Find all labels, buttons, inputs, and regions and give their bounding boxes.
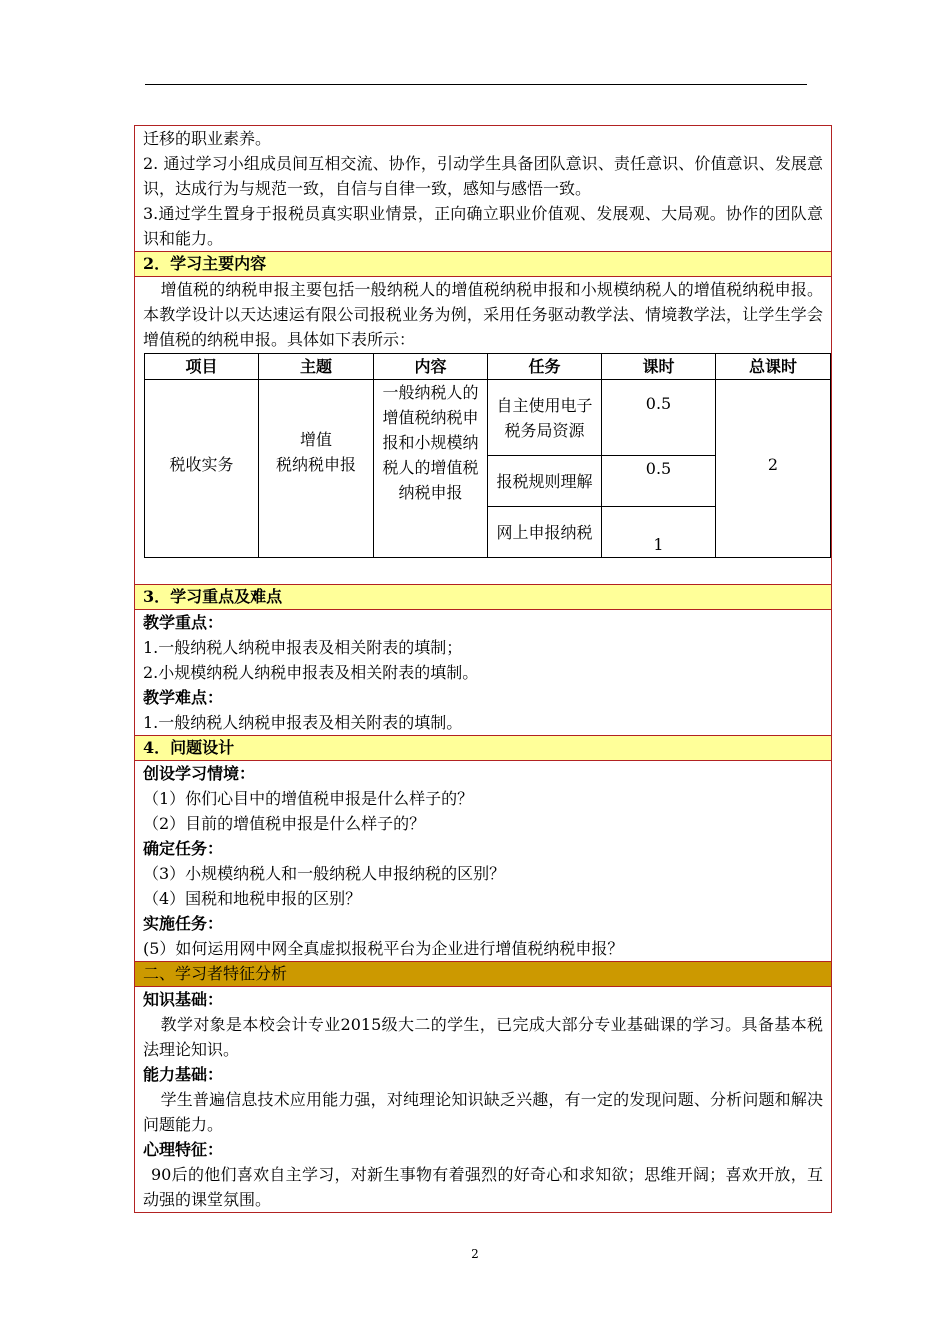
header-task: 任务 xyxy=(488,354,602,380)
knowledge-base-label: 知识基础： xyxy=(143,990,224,1009)
knowledge-base-text: 教学对象是本校会计专业2015级大二的学生，已完成大部分专业基础课的学习。具备基本税法理论知识。 xyxy=(143,1015,823,1059)
question-item: （1）你们心目中的增值税申报是什么样子的？ xyxy=(143,789,474,808)
page-number: 2 xyxy=(471,1247,479,1261)
course-content-table xyxy=(144,353,831,558)
cell-content: 一般纳税人的增值税纳税申报和小规模纳税人的增值税纳税申报 xyxy=(374,380,488,558)
cell-task-1: 自主使用电子税务局资源 xyxy=(488,380,602,456)
key-point-item: 1.一般纳税人纳税申报表及相关附表的填制； xyxy=(143,638,463,657)
cell-project: 税收实务 xyxy=(145,380,259,558)
section-2-heading: 2．学习主要内容 xyxy=(135,251,831,277)
table-row xyxy=(145,380,831,456)
cell-topic-line-1: 增值 xyxy=(299,429,332,449)
intro-line-1: 迁移的职业素养。 xyxy=(143,129,272,148)
header-rule xyxy=(145,84,807,85)
table-spacer xyxy=(135,558,831,584)
cell-topic-line-2: 税纳税申报 xyxy=(275,454,356,474)
cell-total-hours: 2 xyxy=(716,380,831,558)
key-point-item: 2.小规模纳税人纳税申报表及相关附表的填制。 xyxy=(143,663,479,682)
cell-task-3: 网上申报纳税 xyxy=(488,507,602,558)
cell-topic xyxy=(259,380,374,558)
question-group-3-label: 实施任务： xyxy=(143,914,224,933)
ability-base-text: 学生普遍信息技术应用能力强，对纯理论知识缺乏兴趣，有一定的发现问题、分析问题和解决问题能力。 xyxy=(143,1090,823,1134)
lesson-plan-frame xyxy=(134,125,832,1213)
question-item: （3）小规模纳税人和一般纳税人申报纳税的区别？ xyxy=(143,864,506,883)
question-item: （2）目前的增值税申报是什么样子的？ xyxy=(143,814,426,833)
question-group-2-label: 确定任务： xyxy=(143,839,224,858)
key-points-label: 教学重点： xyxy=(143,613,224,632)
section-2-paragraph: 增值税的纳税申报主要包括一般纳税人的增值税纳税申报和小规模纳税人的增值税纳税申报。本教学设计以天达速运有限公司报税业务为例，采用任务驱动教学法、情境教学法，让学生学会增值税的纳税申报。具体如下表所示： xyxy=(143,280,823,349)
header-content: 内容 xyxy=(374,354,488,380)
section-4-heading: 4．问题设计 xyxy=(135,735,831,761)
question-group-1-label: 创设学习情境： xyxy=(143,764,256,783)
psychology-label: 心理特征： xyxy=(143,1140,224,1159)
section-3-heading: 3．学习重点及难点 xyxy=(135,584,831,610)
cell-hours-2: 0.5 xyxy=(602,456,716,507)
psychology-text: 90后的他们喜欢自主学习，对新生事物有着强烈的好奇心和求知欲；思维开阔；喜欢开放，互动强的课堂氛围。 xyxy=(143,1165,823,1209)
question-item: (5）如何运用网中网全真虚拟报税平台为企业进行增值税纳税申报？ xyxy=(143,939,624,958)
part-2-heading: 二、学习者特征分析 xyxy=(135,961,831,987)
header-total-hours: 总课时 xyxy=(716,354,831,380)
cell-task-2: 报税规则理解 xyxy=(488,456,602,507)
cell-hours-1: 0.5 xyxy=(602,380,716,456)
difficult-points-label: 教学难点： xyxy=(143,688,224,707)
header-project: 项目 xyxy=(145,354,259,380)
header-hours: 课时 xyxy=(602,354,716,380)
table-header-row xyxy=(145,354,831,380)
intro-line-2: 2. 通过学习小组成员间互相交流、协作，引动学生具备团队意识、责任意识、价值意识、发展意识，达成行为与规范一致，自信与自律一致，感知与感悟一致。 xyxy=(143,154,823,198)
difficult-point-item: 1.一般纳税人纳税申报表及相关附表的填制。 xyxy=(143,713,463,732)
header-topic: 主题 xyxy=(259,354,374,380)
ability-base-label: 能力基础： xyxy=(143,1065,224,1084)
cell-hours-3: 1 xyxy=(602,507,716,558)
intro-line-3: 3.通过学生置身于报税员真实职业情景，正向确立职业价值观、发展观、大局观。协作的团队意识和能力。 xyxy=(143,204,823,248)
question-item: （4）国税和地税申报的区别？ xyxy=(143,889,362,908)
